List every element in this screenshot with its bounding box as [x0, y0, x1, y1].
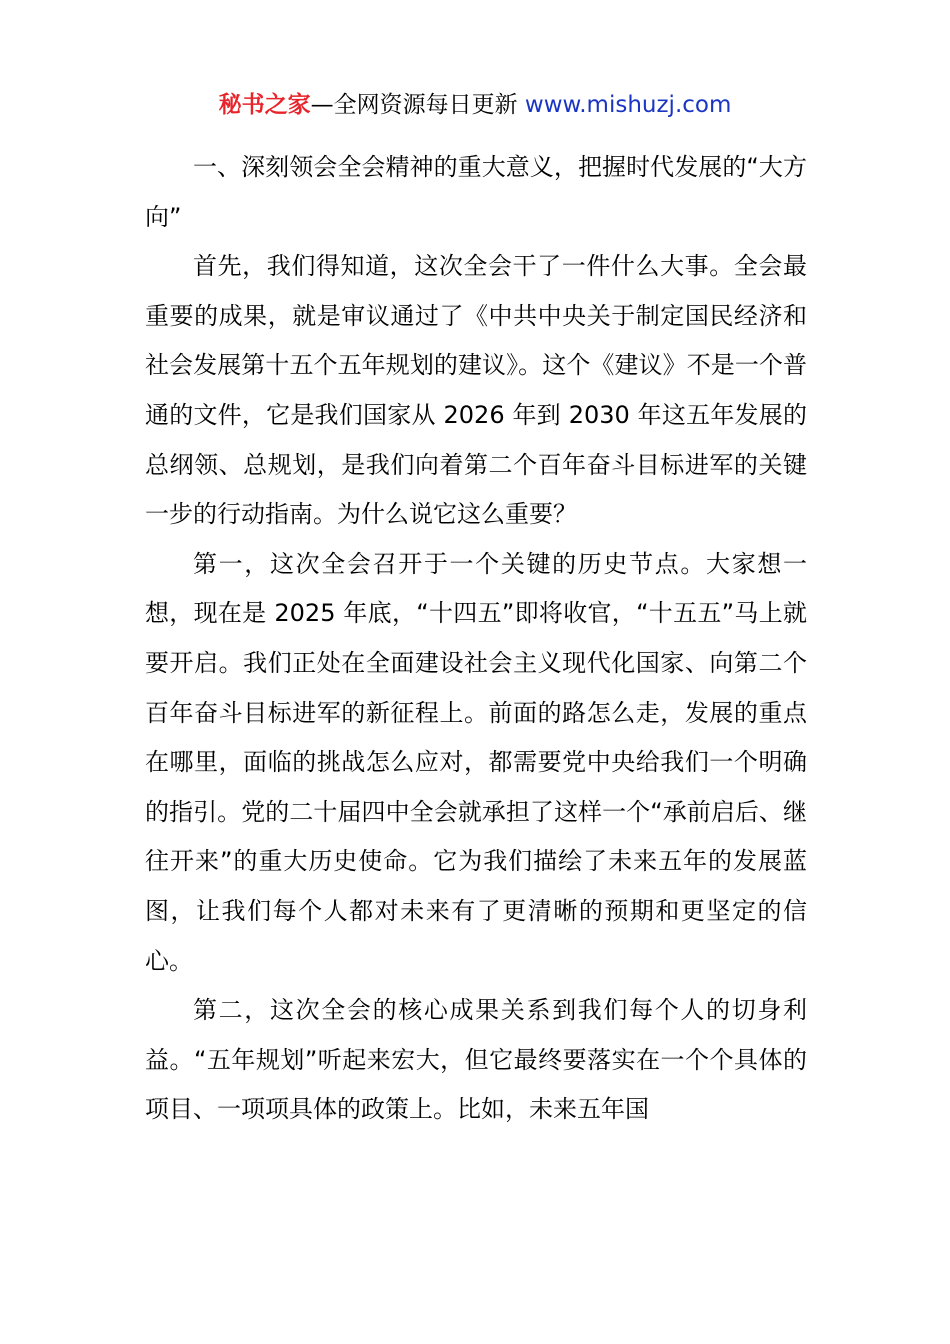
- site-header: [0, 88, 950, 122]
- body-paragraph: 第一，这次全会召开于一个关键的历史节点。大家想一想，现在是 2025 年底，“十四五”即将收官，“十五五”马上就要开启。我们正处在全面建设社会主义现代化国家、向第二个百年奋斗目标进军的新征程上。前面的路怎么走，发展的重点在哪里，面临的挑战怎么应对，都需要党中央给我们一个明确的指引。党的二十届四中全会就承担了这样一个“承前启后、继往开来”的重大历史使命。它为我们描绘了未来五年的发展蓝图，让我们每个人都对未来有了更清晰的预期和更坚定的信心。: [145, 549, 807, 975]
- site-url-link[interactable]: www.mishuzj.com: [524, 92, 732, 118]
- document-body: [145, 143, 807, 1135]
- section-heading: 一、深刻领会全会精神的重大意义，把握时代发展的“大方向”: [145, 153, 807, 231]
- body-paragraph: 首先，我们得知道，这次全会干了一件什么大事。全会最重要的成果，就是审议通过了《中共中央关于制定国民经济和社会发展第十五个五年规划的建议》。这个《建议》不是一个普通的文件，它是我们国家从 2026 年到 2030 年这五年发展的总纲领、总规划，是我们向着第二个百年奋斗目标进军的关键一步的行动指南。为什么说它这么重要？: [145, 252, 807, 529]
- header-tagline: —全网资源每日更新: [310, 92, 518, 118]
- body-paragraph: 第二，这次全会的核心成果关系到我们每个人的切身利益。“五年规划”听起来宏大，但它最终要落实在一个个具体的项目、一项项具体的政策上。比如，未来五年国: [145, 996, 807, 1124]
- brand-name: 秘书之家: [218, 92, 311, 118]
